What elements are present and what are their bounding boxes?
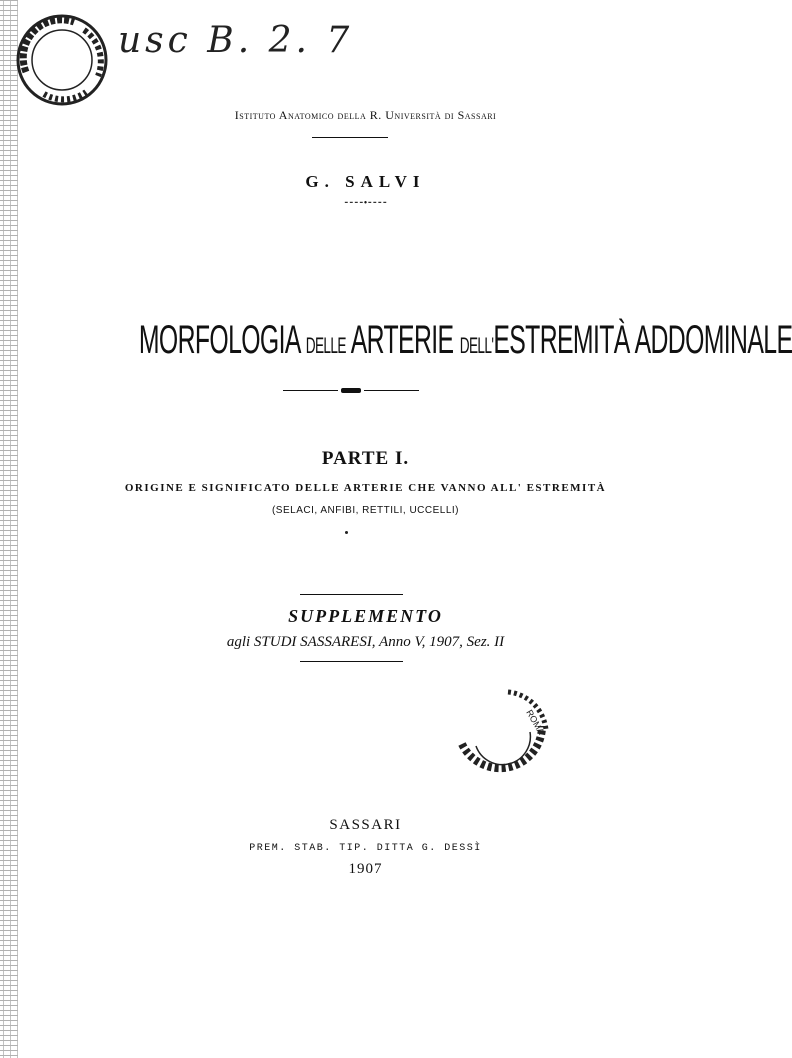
institute-line: Istituto Anatomico della R. Università di Sassari — [234, 108, 497, 122]
printer-line: PREM. STAB. TIP. DITTA G. DESSÌ — [249, 843, 482, 854]
title-part-5: ESTREMITÀ ADDOMINALE — [493, 318, 792, 362]
supplement-label: SUPPLEMENTO — [288, 606, 443, 626]
roma-stamp-text: ROMA — [524, 708, 547, 737]
ornament-2 — [283, 390, 419, 392]
title-part-4: DELL' — [459, 333, 494, 358]
shelfmark-handwriting: usc B. 2. 7 — [118, 20, 354, 61]
publication-year: 1907 — [348, 861, 383, 877]
author-name: G. SALVI — [305, 172, 426, 191]
divider-2 — [300, 594, 403, 595]
title-part-2: DELLE — [305, 333, 346, 358]
roma-stamp — [450, 686, 552, 778]
divider-3 — [300, 661, 403, 662]
main-title — [138, 318, 792, 363]
title-part-3: ARTERIE — [350, 318, 454, 362]
part-heading: PARTE I. — [321, 448, 410, 469]
speck — [345, 531, 348, 534]
ornament-1: ⁃⁃⁃⁃•⁃⁃⁃⁃ — [343, 198, 388, 209]
part-subtitle: ORIGINE E SIGNIFICATO DELLE ARTERIE CHE VANNO ALL' ESTREMITÀ — [124, 482, 607, 494]
divider-1 — [312, 137, 388, 138]
scan-edge-noise — [0, 0, 18, 1058]
title-part-1: MORFOLOGIA — [138, 318, 300, 362]
species-groups: (SELACI, ANFIBI, RETTILI, UCCELLI) — [271, 505, 460, 516]
publication-city: SASSARI — [329, 817, 402, 833]
library-stamp — [14, 12, 110, 108]
journal-reference: agli STUDI SASSARESI, Anno V, 1907, Sez. II — [226, 634, 505, 650]
